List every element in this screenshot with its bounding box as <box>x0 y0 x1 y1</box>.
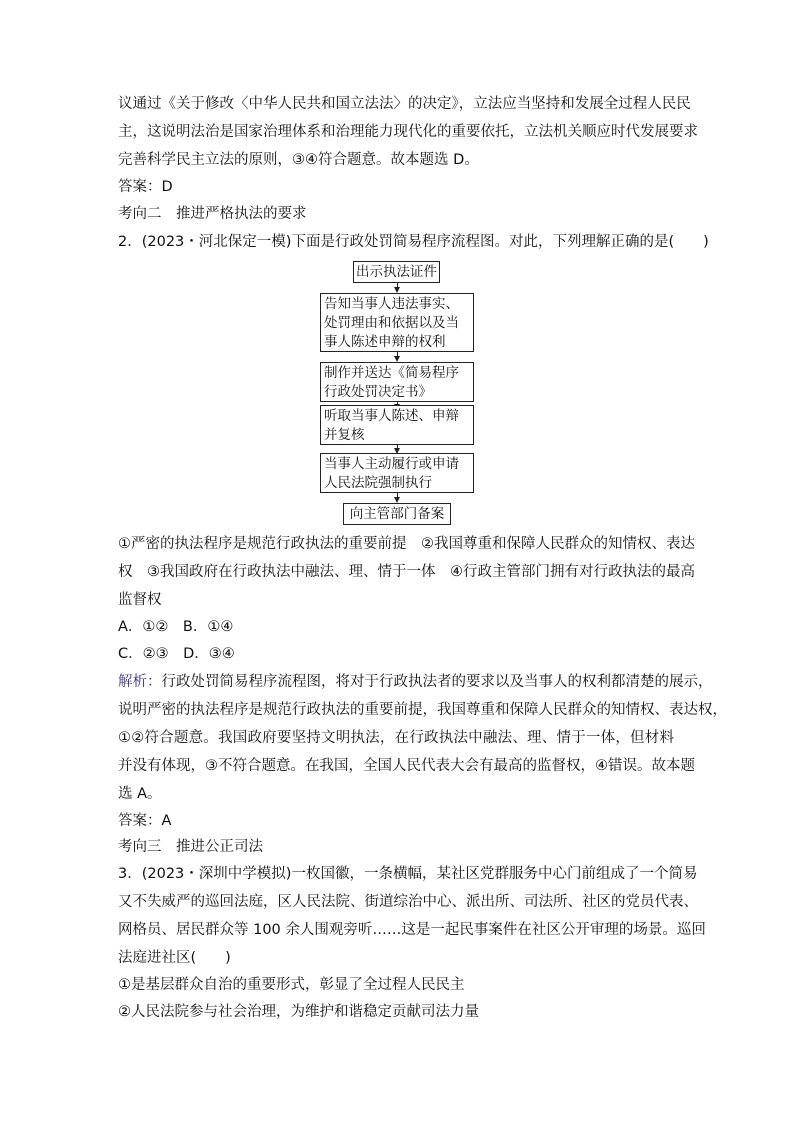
flow-step-3: 制作并送达《简易程序行政处罚决定书》 <box>320 362 474 402</box>
flow-step-2: 告知当事人违法事实、处罚理由和依据以及当事人陈述申辩的权利 <box>320 293 474 352</box>
analysis-2-line-2: 说明严密的执法程序是规范行政执法的重要前提，我国尊重和保障人民群众的知情权、表达权， <box>118 702 727 718</box>
flow-step-4: 听取当事人陈述、申辩并复核 <box>320 405 474 445</box>
intro-line-2: 主，这说明法治是国家治理体系和治理能力现代化的重要依托，立法机关顺应时代发展要求 <box>118 124 698 140</box>
section-heading-3: 考向三 推进公正司法 <box>118 839 263 855</box>
q2-options-cd: C．②③ D．③④ <box>118 646 235 662</box>
q2-items-line-3: 监督权 <box>118 592 162 608</box>
flow-step-1: 出示执法证件 <box>353 261 440 283</box>
intro-line-3: 完善科学民主立法的原则，③④符合题意。故本题选 D。 <box>118 152 479 168</box>
q3-stem-line-3: 网格员、居民群众等 100 余人围观旁听……这是一起民事案件在社区公开审理的场景。巡回 <box>118 922 706 938</box>
analysis-2-line-4: 并没有体现，③不符合题意。在我国，全国人民代表大会有最高的监督权，④错误。故本题 <box>118 758 695 774</box>
q2-items-line-2: 权 ③我国政府在行政执法中融法、理、情于一体 ④行政主管部门拥有对行政执法的最高 <box>118 564 695 580</box>
intro-line-1: 议通过《关于修改〈中华人民共和国立法法〉的决定》，立法应当坚持和发展全过程人民民 <box>118 96 691 112</box>
section-heading-2: 考向二 推进严格执法的要求 <box>118 206 307 222</box>
flow-step-5: 当事人主动履行或申请人民法院强制执行 <box>320 453 474 493</box>
q2-items-line-1: ①严密的执法程序是规范行政执法的重要前提 ②我国尊重和保障人民群众的知情权、表达 <box>118 536 695 552</box>
q3-item-1: ①是基层群众自治的重要形式，彰显了全过程人民民主 <box>118 977 465 993</box>
q3-stem-line-2: 又不失威严的巡回法庭，区人民法院、街道综治中心、派出所、司法所、社区的党员代表、 <box>118 894 698 910</box>
analysis-2-line-1 <box>118 672 713 692</box>
analysis-2-line-3: ①②符合题意。我国政府要坚持文明执法，在行政执法中融法、理、情于一体，但材料 <box>118 730 674 746</box>
q2-options-ab: A．①② B．①④ <box>118 619 234 635</box>
analysis-label: 解析： <box>118 674 162 690</box>
analysis-2-line-5: 选 A。 <box>118 786 162 802</box>
q3-item-2: ②人民法院参与社会治理，为维护和谐稳定贡献司法力量 <box>118 1004 479 1020</box>
q3-stem-line-4: 法庭进社区( ) <box>118 950 231 966</box>
flow-step-6: 向主管部门备案 <box>343 503 451 525</box>
question-2-stem: 2．(2023・河北保定一模)下面是行政处罚简易程序流程图。对此，下列理解正确的是( ) <box>118 234 709 250</box>
analysis-2-text-1: 行政处罚简易程序流程图，将对于行政执法者的要求以及当事人的权利都清楚的展示， <box>161 674 713 690</box>
answer-1: 答案：D <box>118 179 173 195</box>
q3-stem-line-1: 3．(2023・深圳中学模拟)一枚国徽，一条横幅，某社区党群服务中心门前组成了一个简易 <box>118 866 698 882</box>
answer-2: 答案：A <box>118 813 172 829</box>
